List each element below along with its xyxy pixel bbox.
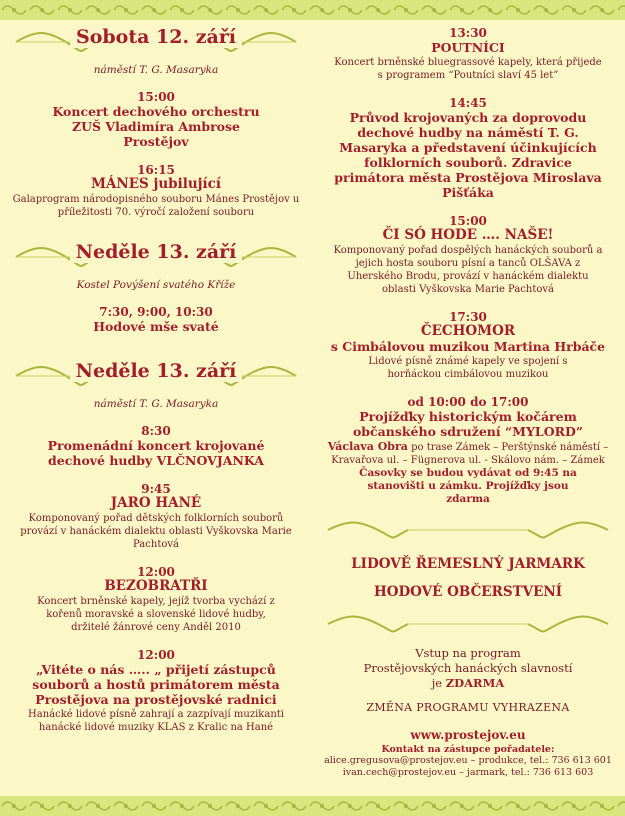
event-title: ČI SÓ HODE …. NAŠE! [382,227,554,243]
left-column [6,22,306,734]
website-link[interactable]: www.prostejov.eu [410,728,526,742]
driver-name: Václava Obra [327,440,408,453]
event-description: Komponovaný pořad dětských folklorních souborů provází v hanáckém dialektu oblasti Vyškovska Marie Pachtová [20,513,292,550]
floral-border-icon [0,796,625,816]
event-title: ČECHOMOR [420,323,516,339]
day-heading-sunday-church [6,237,306,277]
event-title: Průvod krojovaných za doprovodu dechové hudby na náměstí T. G. Masaryka a představení účinkujících folklorních souborů. Zdravice primátora města Prostějova Miroslava Pišťáka [334,110,602,200]
event-description: Koncert brněnské kapely, jejíž tvorba vychází z kořenů moravské a slovenské lidové hudby, držitelé žánrové ceny Anděl 2010 [37,596,275,633]
ornament-divider-icon [318,518,618,542]
event-time: 16:15 [137,163,175,177]
carriage-note: Časovky se budou vydávat od 9:45 na stanovišti u zámku. Projížďky jsou zdarma [359,467,577,505]
event-description: Hanácké lidové písně zahrají a zazpívají muzikanti hanácké lidové muziky KLAS z Kralic na Hané [28,709,284,733]
event-subtitle: s Cimbálovou muzikou Martina Hrbáče [330,339,606,354]
contact-line: ivan.cech@prostejov.eu – jarmark, tel.: 736 613 603 [342,767,594,778]
event-description: Lidové písně známé kapely ve spojení s horňáckou cimbálovou muzikou [368,356,568,380]
event-title: POUTNÍCI [431,40,505,55]
event-time: 17:30 [449,310,487,324]
event-time: 12:00 [137,565,175,579]
ornament-divider-icon [318,612,618,636]
entry-line-2: Prostějovských hanáckých slavností [363,661,573,675]
event-title: JARO HANÉ [110,495,202,511]
event-time: 13:30 [449,26,487,40]
event-time: 12:00 [137,648,175,662]
fair-label: LIDOVĚ ŘEMESLNÝ JARMARK [351,556,585,572]
bottom-ornament-border [0,796,625,816]
right-column [318,22,618,779]
event-title: Projížďky historickým kočárem občanského sdružení “MYLORD” [352,409,584,439]
event-time: 7:30, 9:00, 10:30 [99,305,213,319]
entry-line-3 [318,676,618,691]
entry-free: ZDARMA [445,676,505,690]
floral-border-icon [0,0,625,20]
day-heading-saturday [6,22,306,62]
event-title: BEZOBRATŘI [104,578,208,594]
event-time: 9:45 [141,482,171,496]
event-title: Hodové mše svaté [93,319,219,334]
event-time: 15:00 [137,90,175,104]
event-title: Koncert dechového orchestru ZUŠ Vladimíra Ambrose Prostějov [52,104,260,149]
day-heading-sunday-square [6,356,306,396]
entry-prefix: je [431,676,443,690]
day-title: Neděle 13. září [6,241,306,263]
event-title: MÁNES jubilující [90,176,222,192]
event-time: od 10:00 do 17:00 [407,395,529,409]
route-text: po trase Zámek – Perštýnské náměstí – Kravařova ul. – Fügnerova ul. - Skálovo nám. – Zámek [331,442,609,466]
venue-label: náměstí T. G. Masaryka [93,398,219,410]
event-description: Galaprogram národopisného souboru Mánes Prostějov u příležitosti 70. výročí založení souboru [12,194,300,218]
event-time: 14:45 [449,96,487,110]
event-time: 15:00 [449,214,487,228]
day-title: Sobota 12. září [6,26,306,48]
event-description: Komponovaný pořad dospělých hanáckých souborů a jejich hosta souboru písní a tanců OLŠAVA z Uherského Brodu, provází v hanáckém dialektu oblasti Vyškovska Marie Pachtová [333,245,603,295]
event-title: „Vitéte o nás ….. „ přijetí zástupců souborů a hostů primátorem města Prostějova na prostějovské radnici [32,662,280,707]
program-change-note: ZMĚNA PROGRAMU VYHRAZENA [366,701,570,714]
contact-line: alice.gregusova@prostejov.eu – produkce, tel.: 736 613 601 [324,755,612,766]
top-ornament-border [0,0,625,20]
event-description [318,440,618,467]
food-label: HODOVÉ OBČERSTVENÍ [373,584,563,600]
venue-label: náměstí T. G. Masaryka [93,64,219,76]
event-time: 8:30 [141,424,171,438]
venue-label: Kostel Povýšení svatého Kříže [76,279,236,291]
entry-line-1: Vstup na program [415,646,521,660]
contact-title: Kontakt na zástupce pořadatele: [381,744,555,755]
event-description: Koncert brněnské bluegrassové kapely, která přijede s programem “Poutníci slaví 45 let” [334,57,602,81]
day-title: Neděle 13. září [6,360,306,382]
event-title: Promenádní koncert krojované dechové hudby VLČNOVJANKA [47,438,265,468]
